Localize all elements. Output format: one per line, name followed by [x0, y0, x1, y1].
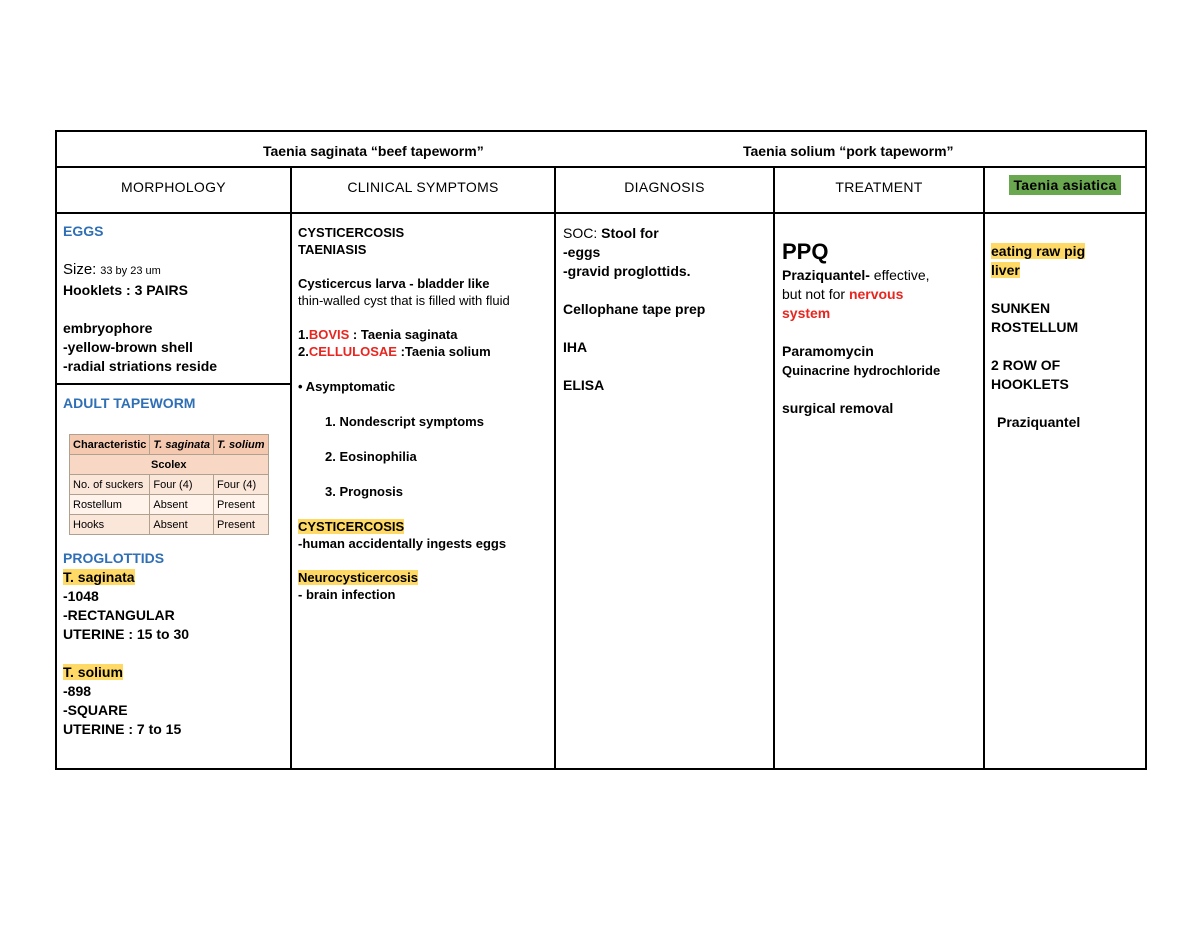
- prazi-rest: effective,: [869, 267, 930, 283]
- mini-cell: Present: [214, 495, 268, 515]
- eating-line-1: eating raw pig: [991, 243, 1086, 259]
- surgical: surgical removal: [782, 400, 894, 416]
- prazi-line: [782, 266, 982, 285]
- sunken-line-1: SUNKEN: [991, 300, 1051, 316]
- cellulosae-red: CELLULOSAE: [308, 344, 397, 359]
- proglottids-title: PROGLOTTIDS: [63, 550, 165, 566]
- bovis-rest: : Taenia saginata: [349, 327, 458, 342]
- cellulosae-rest: :Taenia solium: [396, 344, 491, 359]
- adult-title: ADULT TAPEWORM: [63, 395, 196, 411]
- mini-section: Scolex: [70, 455, 269, 475]
- asiatica-cell: [991, 214, 1143, 432]
- mini-header: T. saginata: [150, 435, 214, 455]
- size-label: Size:: [63, 261, 97, 278]
- mini-cell: Absent: [150, 495, 214, 515]
- asiatica-header-label: Taenia asiatica: [1009, 175, 1120, 195]
- embryophore: embryophore: [63, 320, 153, 336]
- egg-size: [63, 260, 288, 281]
- striations: -radial striations reside: [63, 358, 218, 374]
- morphology-cell: [63, 214, 288, 413]
- soc-label: SOC:: [563, 225, 602, 241]
- solium-label: T. solium: [63, 664, 123, 680]
- mini-cell: No. of suckers: [70, 475, 150, 495]
- soc-line: [563, 224, 771, 243]
- symptom-item: 1. Nondescript symptoms: [325, 414, 484, 429]
- treatment-cell: [782, 214, 982, 418]
- solium-count: -898: [63, 683, 92, 699]
- symptom-item: 2. Eosinophilia: [325, 449, 417, 464]
- saginata-shape: -RECTANGULAR: [63, 607, 175, 623]
- mini-cell: Rostellum: [70, 495, 150, 515]
- prazi-bold: Praziquantel-: [782, 267, 870, 283]
- mini-cell: Hooks: [70, 515, 150, 535]
- asiatica-header: [985, 177, 1145, 193]
- gravid-line: -gravid proglottids.: [563, 263, 691, 279]
- morphology-header: MORPHOLOGY: [121, 179, 226, 195]
- but-text: but not for: [782, 286, 849, 302]
- comparison-table: [55, 130, 1147, 770]
- mini-header: T. solium: [214, 435, 268, 455]
- divider: [983, 168, 985, 768]
- but-line: [782, 285, 982, 304]
- treatment-header: TREATMENT: [835, 179, 923, 195]
- paramomycin: Paramomycin: [782, 343, 874, 359]
- clinical-cell: [298, 214, 552, 603]
- mini-cell: Absent: [150, 515, 214, 535]
- saginata-title: Taenia saginata “beef tapeworm”: [263, 143, 484, 159]
- clinical-header: CLINICAL SYMPTOMS: [347, 179, 499, 195]
- soc-bold: Stool for: [601, 225, 659, 241]
- diagnosis-cell: [563, 214, 771, 395]
- system-text: system: [782, 305, 831, 321]
- mini-cell: Four (4): [214, 475, 268, 495]
- row-line-1: 2 ROW OF: [991, 357, 1061, 373]
- larva-line: Cysticercus larva - bladder like: [298, 276, 490, 291]
- proglottids-section: [63, 549, 288, 739]
- bovis-num: 1.: [298, 327, 309, 342]
- eggs-title: EGGS: [63, 223, 104, 239]
- nervous-text: nervous: [848, 286, 904, 302]
- asiatica-praziquantel: Praziquantel: [997, 414, 1081, 430]
- saginata-count: -1048: [63, 588, 99, 604]
- hooklets: Hooklets : 3 PAIRS: [63, 282, 188, 298]
- cellulosae-line: [298, 343, 552, 360]
- mini-cell: Four (4): [150, 475, 214, 495]
- larva-desc: thin-walled cyst that is filled with fluid: [298, 293, 510, 308]
- quinacrine: Quinacrine hydrochloride: [782, 363, 941, 378]
- divider: [773, 168, 775, 768]
- symptom-item: 3. Prognosis: [325, 484, 404, 499]
- size-value: 33 by 23 um: [100, 265, 161, 277]
- scolex-comparison-image: [69, 434, 269, 535]
- eggs-line: -eggs: [563, 244, 601, 260]
- sunken-line-2: ROSTELLUM: [991, 319, 1079, 335]
- cellophane-line: Cellophane tape prep: [563, 301, 706, 317]
- shell: -yellow-brown shell: [63, 339, 193, 355]
- cysticercosis-desc: -human accidentally ingests eggs: [298, 536, 507, 551]
- clinical-line: CYSTICERCOSIS: [298, 225, 405, 240]
- divider: [554, 168, 556, 768]
- title-row: [57, 132, 1145, 168]
- diagnosis-header: DIAGNOSIS: [624, 179, 705, 195]
- mini-header: Characteristic: [70, 435, 150, 455]
- eating-line-2: liver: [991, 262, 1020, 278]
- solium-title: Taenia solium “pork tapeworm”: [743, 143, 954, 159]
- neuro-desc: - brain infection: [298, 587, 396, 602]
- bovis-line: [298, 326, 552, 343]
- clinical-line: TAENIASIS: [298, 242, 367, 257]
- elisa-line: ELISA: [563, 377, 605, 393]
- row-line-2: HOOKLETS: [991, 376, 1069, 392]
- solium-shape: -SQUARE: [63, 702, 128, 718]
- saginata-label: T. saginata: [63, 569, 135, 585]
- bovis-red: BOVIS: [308, 327, 350, 342]
- cell-num: 2.: [298, 344, 309, 359]
- mini-cell: Present: [214, 515, 268, 535]
- cysticercosis-label: CYSTICERCOSIS: [298, 519, 405, 534]
- saginata-uterine: UTERINE : 15 to 30: [63, 626, 190, 642]
- divider: [290, 168, 292, 768]
- header-row: [57, 168, 1145, 214]
- solium-uterine: UTERINE : 7 to 15: [63, 721, 182, 737]
- ppq-label: PPQ: [782, 239, 829, 264]
- iha-line: IHA: [563, 339, 588, 355]
- asymptomatic: • Asymptomatic: [298, 379, 396, 394]
- neuro-label: Neurocysticercosis: [298, 570, 418, 585]
